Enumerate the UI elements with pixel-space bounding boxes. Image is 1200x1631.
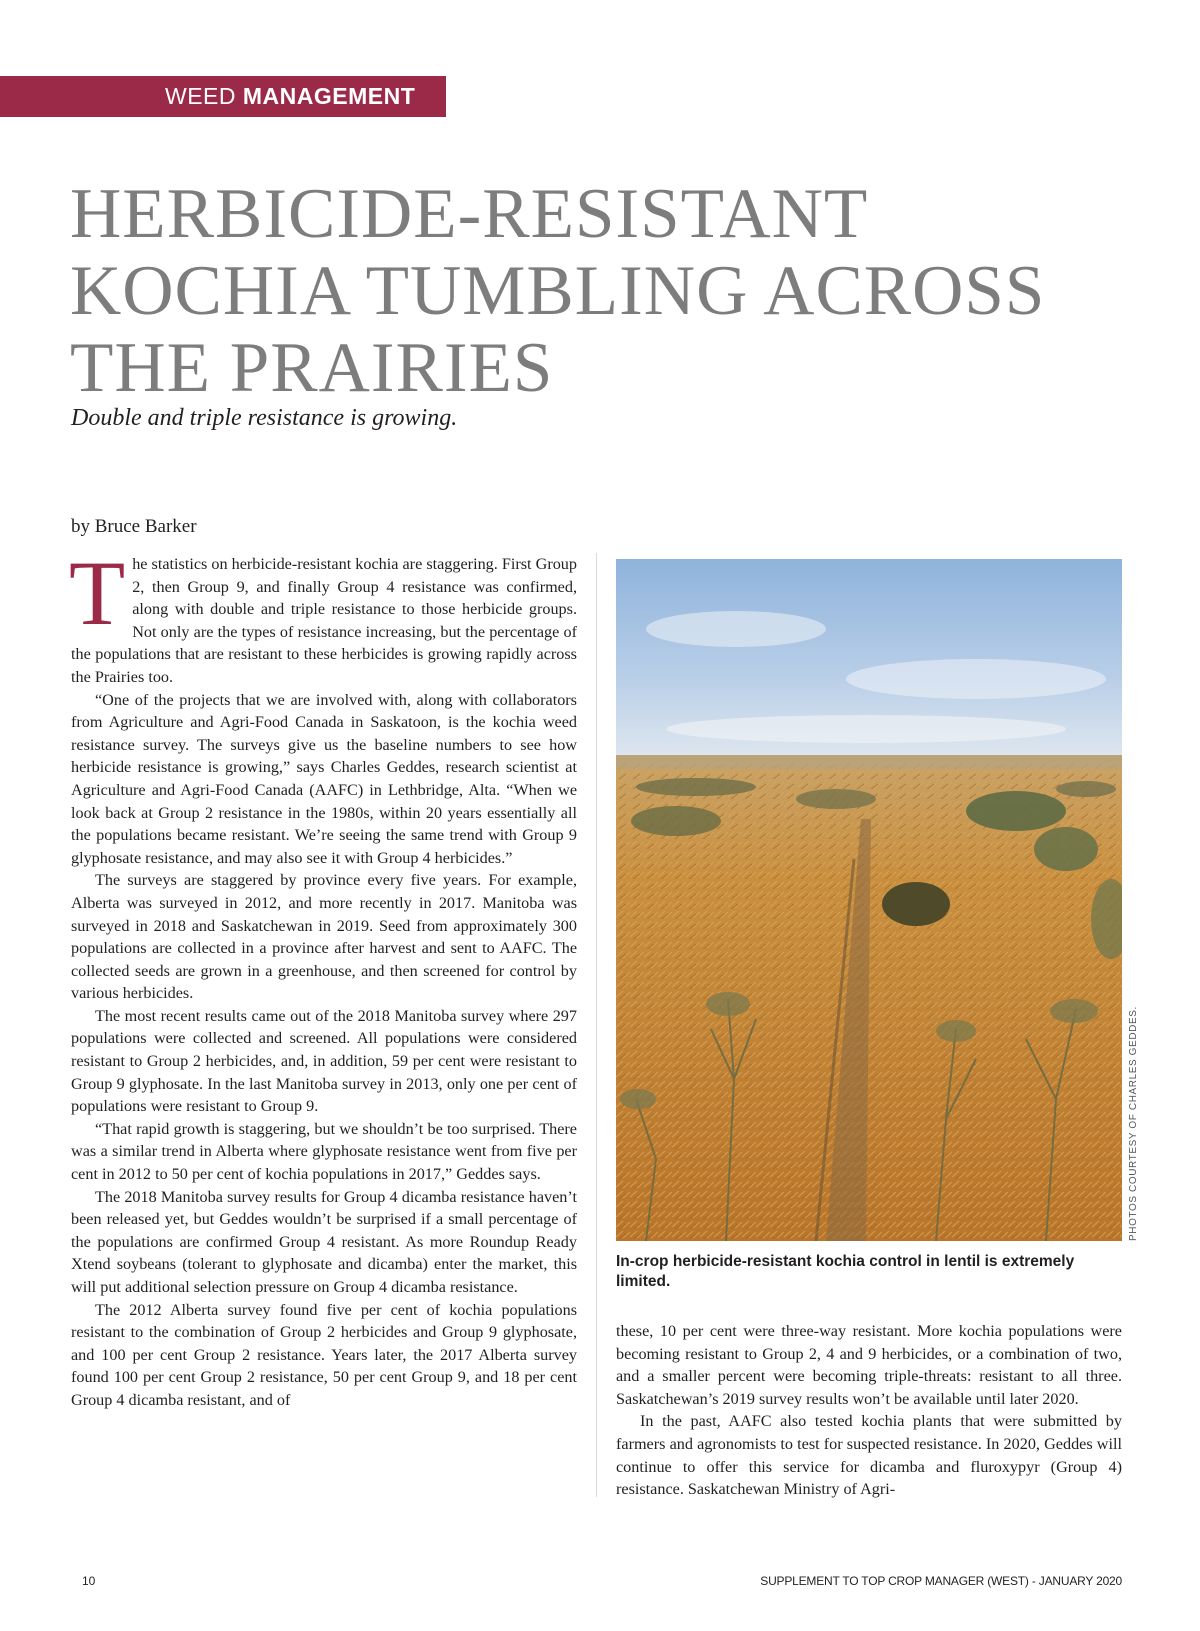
page-number: 10 [82, 1574, 96, 1588]
body-paragraph: these, 10 per cent were three-way resistant. More kochia populations were becoming resistant to Group 2, 4 and 9 herbicides, or a combination of two, and a smaller percent were becoming triple-threats: resistant to all three. Saskatchewan’s 2019 survey results won’t be available until later 2020. [616, 1322, 1122, 1408]
section-label-main: MANAGEMENT [242, 83, 416, 109]
section-label-prefix: WEED [165, 83, 236, 109]
body-paragraph: In the past, AAFC also tested kochia plants that were submitted by farmers and agronomists to test for suspected resistance. In 2020, Geddes will continue to offer this service for dicamba and fluroxypyr (Group 4) resistance. Saskatchewan Ministry of Agri- [616, 1412, 1122, 1499]
kochia-field-photo [616, 559, 1122, 1241]
body-paragraph: “One of the projects that we are involved with, along with collaborators from Agriculture and Agri-Food Canada in Saskatoon, is the kochia weed resistance survey. The surveys give us the baseline numbers to see how herbicide resistance is growing,” says Charles Geddes, research scientist at Agriculture and Agri-Food Canada (AAFC) in Lethbridge, Alta. “When we look back at Group 2 resistance in the 1980s, within 20 years essentially all the populations became resistant. We’re seeing the same trend with Group 9 glyphosate resistance, and may also see it with Group 4 herbicides.” [71, 690, 577, 867]
body-paragraph: The surveys are staggered by province every five years. For example, Alberta was surveyed in 2012, and more recently in 2017. Manitoba was surveyed in 2018 and Saskatchewan in 2019. Seed from approximately 300 populations are collected in a province after harvest and sent to AAFC. The collected seeds are grown in a greenhouse, and then screened for control by various herbicides. [71, 871, 577, 1003]
body-paragraph: The 2018 Manitoba survey results for Group 4 dicamba resistance haven’t been released yet, but Geddes wouldn’t be surprised if a small percentage of the populations are confirmed Group 4 resistant. As more Roundup Ready Xtend soybeans (tolerant to glyphosate and dicamba) enter the market, this will put additional selection pressure on Group 4 dicamba resistance. [71, 1187, 577, 1296]
body-paragraph: The 2012 Alberta survey found five per cent of kochia populations resistant to the combination of Group 2 herbicides and Group 9 glyphosate, and 100 per cent Group 2 resistance. Years later, the 2017 Alberta survey found 100 per cent Group 2 resistance, 50 per cent Group 9, and 18 per cent Group 4 dicamba resistant, and of [71, 1300, 577, 1409]
publication-footer: SUPPLEMENT TO TOP CROP MANAGER (WEST) - JANUARY 2020 [760, 1574, 1122, 1588]
drop-cap: T [69, 542, 126, 644]
title-line: HERBICIDE-RESISTANT [70, 175, 869, 253]
column-divider [596, 553, 597, 1497]
body-paragraph: he statistics on herbicide-resistant kochia are staggering. First Group 2, then Group 9, and finally Group 4 resistance was confirmed, along with double and triple resistance to those herbicide groups. Not only are the types of resistance increasing, but the percentage of the populations that are resistant to these herbicides is growing rapidly across the Prairies too. [71, 555, 577, 686]
title-line: KOCHIA TUMBLING ACROSS [70, 252, 1046, 330]
right-column [616, 1320, 1122, 1501]
body-paragraph: “That rapid growth is staggering, but we shouldn’t be too surprised. There was a similar trend in Alberta where glyphosate resistance went from five per cent in 2012 to 50 per cent of kochia populations in 2017,” Geddes says. [71, 1119, 577, 1184]
article-subtitle: Double and triple resistance is growing. [71, 405, 458, 431]
left-column [69, 542, 577, 1412]
byline: by Bruce Barker [71, 516, 197, 537]
title-line: THE PRAIRIES [70, 329, 554, 407]
article-title [70, 176, 1150, 407]
photo-caption: In-crop herbicide-resistant kochia control in lentil is extremely limited. [616, 1253, 1075, 1290]
section-label [0, 76, 446, 117]
photo-credit: PHOTOS COURTESY OF CHARLES GEDDES. [1128, 1006, 1139, 1241]
body-paragraph: The most recent results came out of the 2018 Manitoba survey where 297 populations were collected and screened. All populations were considered resistant to Group 2 herbicides, and, in addition, 59 per cent were resistant to Group 9 glyphosate. In the last Manitoba survey in 2013, only one per cent of populations were resistant to Group 9. [71, 1006, 577, 1116]
